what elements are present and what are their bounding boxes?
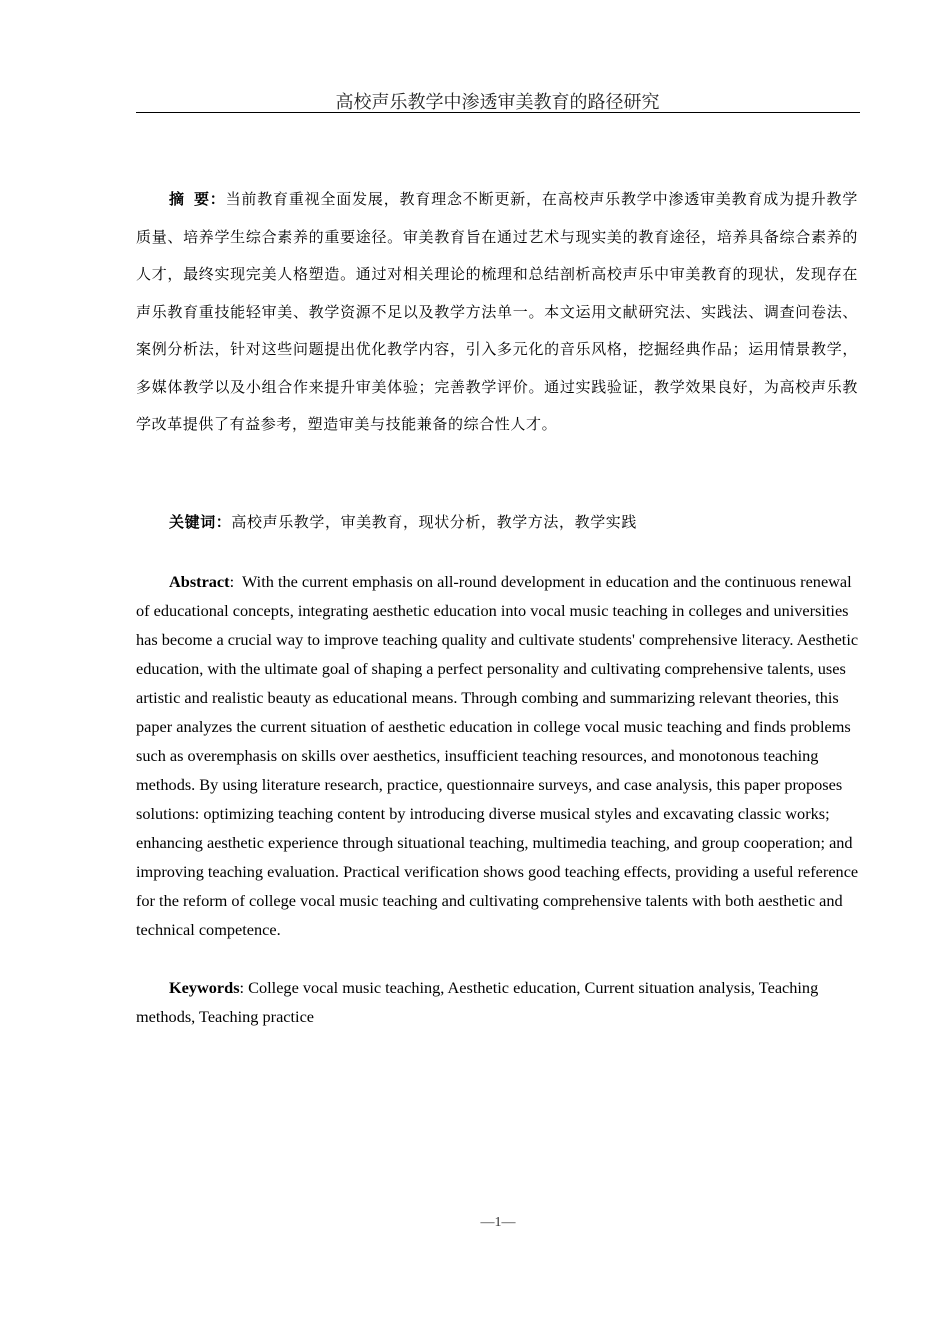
running-header-title: 高校声乐教学中渗透审美教育的路径研究 [335, 92, 660, 112]
chinese-abstract-text: 当前教育重视全面发展，教育理念不断更新，在高校声乐教学中渗透审美教育成为提升教学质量、培养学生综合素养的重要途径。审美教育旨在通过艺术与现实美的教育途径，培养具备综合素养的人才，最终实现完美人格塑造。通过对相关理论的梳理和总结剖析高校声乐中审美教育的现状，发现存在声乐教育重技能轻审美、教学资源不足以及教学方法单一。本文运用文献研究法、实践法、调查问卷法、案例分析法，针对这些问题提出优化教学内容，引入多元化的音乐风格，挖掘经典作品；运用情景教学，多媒体教学以及小组合作来提升审美体验；完善教学评价。通过实践验证，教学效果良好，为高校声乐教学改革提供了有益参考，塑造审美与技能兼备的综合性人才。 [136, 192, 858, 433]
chinese-abstract-label: 摘 要： [169, 192, 226, 208]
chinese-abstract [136, 182, 858, 445]
english-keywords-text: College vocal music teaching, Aesthetic education, Current situation analysis, Teaching methods, Teaching practice [136, 978, 819, 1026]
english-keywords-label: Keywords [169, 978, 240, 997]
english-abstract-label: Abstract [169, 572, 230, 591]
header-divider [136, 112, 860, 113]
chinese-keywords-text: 高校声乐教学，审美教育，现状分析，教学方法，教学实践 [231, 515, 638, 531]
english-abstract-text: With the current emphasis on all-round development in education and the continuous renewal of educational concepts, integrating aesthetic education into vocal music teaching in colleges and universities has become a crucial way to improve teaching quality and cultivate students' comprehensive literacy. Aesthetic education, with the ultimate goal of shaping a perfect personality and cultivating comprehensive talents, uses artistic and realistic beauty as educational means. Through combing and summarizing relevant theories, this paper analyzes the current situation of aesthetic education in college vocal music teaching and finds problems such as overemphasis on skills over aesthetics, insufficient teaching resources, and monotonous teaching methods. By using literature research, practice, questionnaire surveys, and case analysis, this paper proposes solutions: optimizing teaching content by introducing diverse musical styles and excavating classic works; enhancing aesthetic experience through situational teaching, multimedia teaching, and group cooperation; and improving teaching evaluation. Practical verification shows good teaching effects, providing a useful reference for the reform of college vocal music teaching and cultivating comprehensive talents with both aesthetic and technical competence. [136, 572, 859, 939]
english-keywords [136, 973, 860, 1031]
chinese-keywords [136, 505, 858, 543]
chinese-keywords-label: 关键词： [169, 515, 232, 531]
english-abstract [136, 567, 860, 944]
page-number: —1— [480, 1215, 516, 1230]
english-abstract-separator: : [229, 572, 242, 591]
english-keywords-separator: : [239, 978, 249, 997]
